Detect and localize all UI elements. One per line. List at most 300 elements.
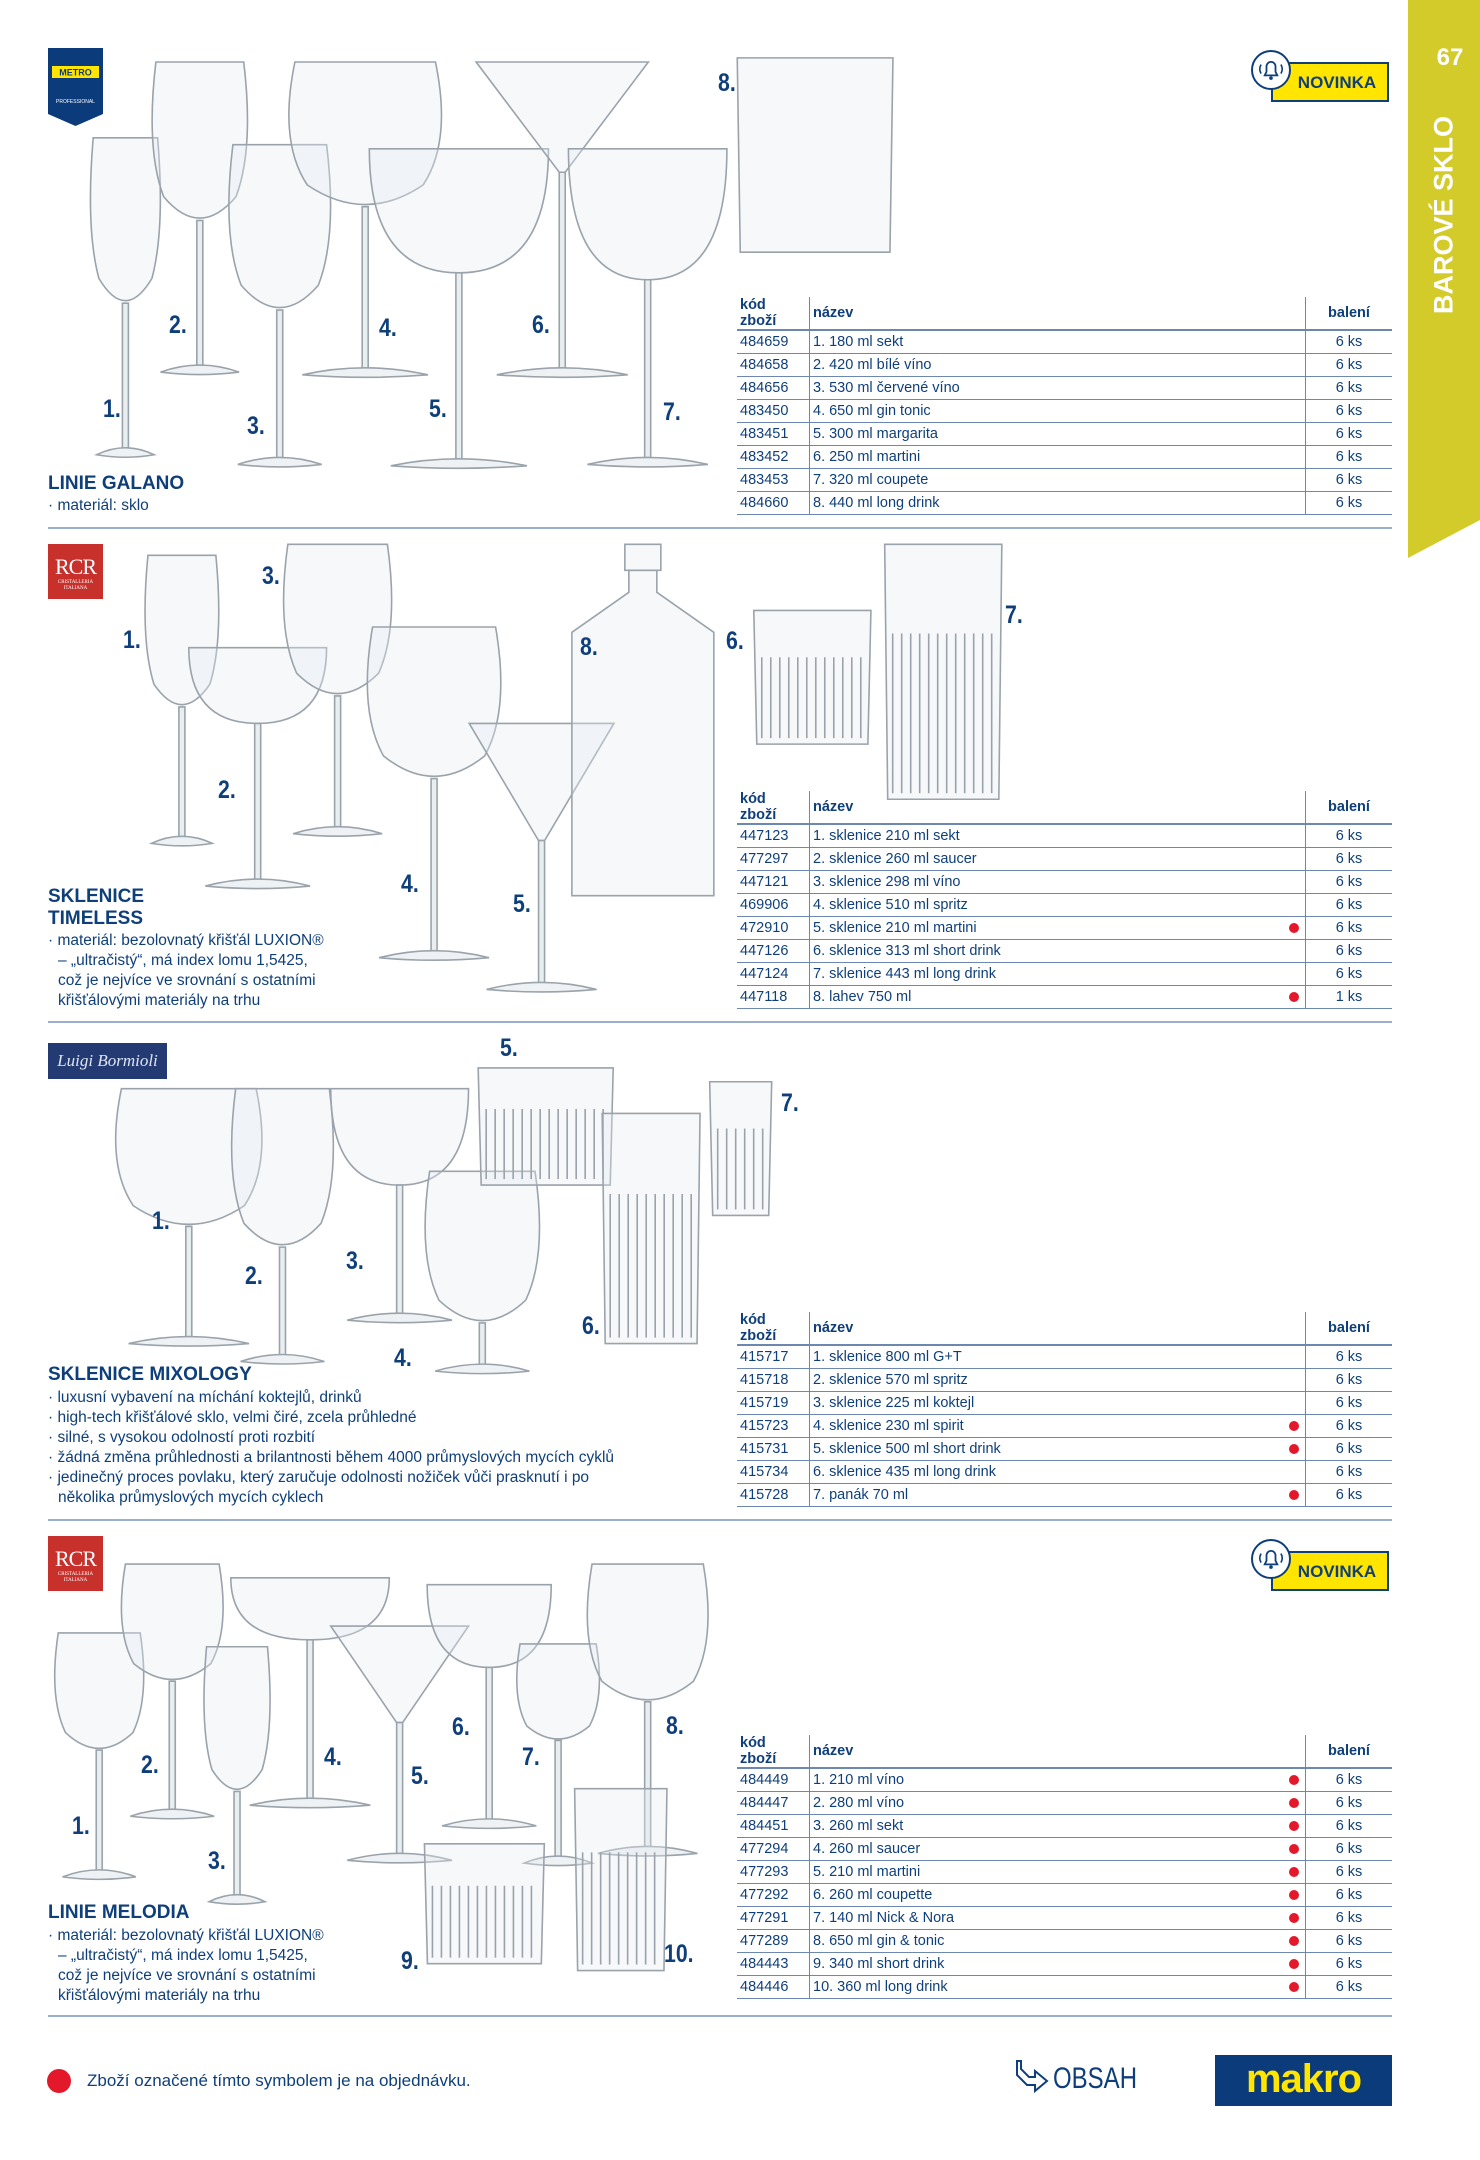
order-only-dot-icon bbox=[1289, 1821, 1299, 1831]
pack-size: 6 ks bbox=[1306, 963, 1393, 986]
glass-bowl bbox=[425, 1171, 539, 1320]
decanter-stopper bbox=[625, 544, 661, 570]
pack-size: 6 ks bbox=[1306, 1861, 1393, 1884]
glass-foot bbox=[63, 1870, 136, 1880]
product-name: 5. 300 ml margarita bbox=[810, 423, 1306, 446]
header-pack: balení bbox=[1306, 1735, 1393, 1768]
section-title-melodia: LINIE MELODIA bbox=[48, 1902, 190, 1923]
item-number-label: 1. bbox=[103, 395, 122, 424]
glass-foot bbox=[391, 459, 527, 469]
table-row bbox=[737, 354, 1392, 377]
product-code: 415723 bbox=[737, 1415, 810, 1438]
glass-stem bbox=[197, 220, 203, 366]
svg-text:METRO: METRO bbox=[59, 67, 92, 78]
table-row bbox=[737, 871, 1392, 894]
glass-stem bbox=[255, 723, 261, 880]
item-number-label: 5. bbox=[428, 395, 447, 424]
order-only-dot-icon bbox=[1289, 992, 1299, 1002]
header-pack: balení bbox=[1306, 791, 1393, 824]
product-name: 5. sklenice 210 ml martini bbox=[810, 917, 1306, 940]
new-badge bbox=[1251, 1539, 1392, 1596]
glass-bowl bbox=[568, 149, 726, 280]
product-code: 469906 bbox=[737, 894, 810, 917]
order-only-dot-icon bbox=[47, 2069, 71, 2093]
glass-stem bbox=[397, 1723, 403, 1855]
product-code: 447123 bbox=[737, 824, 810, 848]
glass-foot bbox=[241, 1354, 325, 1364]
table-row bbox=[737, 1838, 1392, 1861]
pack-size: 6 ks bbox=[1306, 1884, 1393, 1907]
table-row bbox=[737, 423, 1392, 446]
pack-size: 6 ks bbox=[1306, 1976, 1393, 1999]
product-code: 415719 bbox=[737, 1392, 810, 1415]
contents-link[interactable] bbox=[1013, 2057, 1158, 2101]
table-row bbox=[737, 1884, 1392, 1907]
glass-stem bbox=[559, 172, 565, 369]
description-line: · materiál: bezolovnatý křišťál LUXION® – „ultračistý“, má index lomu 1,5425, což je nejvíce ve srovnání s ostatními křišťálovými materiály na trhu bbox=[48, 932, 324, 1009]
pack-size: 6 ks bbox=[1306, 1415, 1393, 1438]
glass-stem bbox=[362, 207, 368, 369]
product-name: 2. sklenice 570 ml spritz bbox=[810, 1369, 1306, 1392]
product-name: 3. 530 ml červené víno bbox=[810, 377, 1306, 400]
table-row bbox=[737, 1930, 1392, 1953]
description-line: · materiál: bezolovnatý křišťál LUXION® – „ultračistý“, má index lomu 1,5425, což je nejvíce ve srovnání s ostatními křišťálovými materiály na trhu bbox=[48, 1927, 324, 2004]
item-number-label: 3. bbox=[261, 562, 280, 591]
pack-size: 6 ks bbox=[1306, 492, 1393, 515]
header-name: název bbox=[810, 791, 1306, 824]
glass-bowl bbox=[367, 627, 501, 776]
pack-size: 6 ks bbox=[1306, 1907, 1393, 1930]
table-row bbox=[737, 1976, 1392, 1999]
product-name: 3. 260 ml sekt bbox=[810, 1815, 1306, 1838]
pack-size: 6 ks bbox=[1306, 824, 1393, 848]
glass-foot bbox=[205, 879, 310, 889]
product-code: 483450 bbox=[737, 400, 810, 423]
order-only-dot-icon bbox=[1289, 1444, 1299, 1454]
product-name: 3. sklenice 298 ml víno bbox=[810, 871, 1306, 894]
glass-stem bbox=[96, 1750, 102, 1871]
glass-stem bbox=[234, 1791, 240, 1895]
glass-stem bbox=[279, 1247, 285, 1355]
product-table-galano bbox=[737, 297, 1392, 515]
product-code: 484659 bbox=[737, 330, 810, 354]
table-row bbox=[737, 1438, 1392, 1461]
item-number-label: 6. bbox=[581, 1311, 600, 1340]
glass-stem bbox=[456, 273, 462, 460]
item-number-label: 2. bbox=[140, 1751, 159, 1780]
product-name: 4. 650 ml gin tonic bbox=[810, 400, 1306, 423]
table-row bbox=[737, 963, 1392, 986]
product-name: 7. sklenice 443 ml long drink bbox=[810, 963, 1306, 986]
glass-stem bbox=[486, 1667, 492, 1819]
item-number-label: 6. bbox=[451, 1712, 470, 1741]
table-row bbox=[737, 1484, 1392, 1507]
section-divider bbox=[48, 1021, 1392, 1023]
item-number-label: 4. bbox=[394, 1343, 412, 1372]
pack-size: 6 ks bbox=[1306, 400, 1393, 423]
product-name: 1. sklenice 800 ml G+T bbox=[810, 1345, 1306, 1369]
table-row bbox=[737, 1907, 1392, 1930]
order-only-dot-icon bbox=[1289, 1775, 1299, 1785]
product-code: 483453 bbox=[737, 469, 810, 492]
product-code: 447121 bbox=[737, 871, 810, 894]
pack-size: 6 ks bbox=[1306, 1392, 1393, 1415]
pack-size: 6 ks bbox=[1306, 871, 1393, 894]
pack-size: 6 ks bbox=[1306, 1461, 1393, 1484]
pack-size: 6 ks bbox=[1306, 423, 1393, 446]
item-number-label: 5. bbox=[500, 1033, 518, 1062]
glass-bowl bbox=[587, 1564, 708, 1700]
order-only-dot-icon bbox=[1289, 1936, 1299, 1946]
pack-size: 6 ks bbox=[1306, 446, 1393, 469]
product-name: 8. lahev 750 ml bbox=[810, 986, 1306, 1009]
pack-size: 6 ks bbox=[1306, 1484, 1393, 1507]
header-pack: balení bbox=[1306, 1312, 1393, 1345]
bell-icon bbox=[1251, 1539, 1291, 1579]
header-pack: balení bbox=[1306, 297, 1393, 330]
section-divider bbox=[48, 2015, 1392, 2017]
glass-foot bbox=[129, 1337, 249, 1347]
glass-foot bbox=[435, 1364, 529, 1374]
product-name: 1. sklenice 210 ml sekt bbox=[810, 824, 1306, 848]
tumbler-glass bbox=[602, 1113, 700, 1343]
section-title-galano: LINIE GALANO bbox=[48, 473, 185, 494]
product-name: 4. sklenice 230 ml spirit bbox=[810, 1415, 1306, 1438]
item-number-label: 5. bbox=[410, 1762, 429, 1791]
item-number-label: 1. bbox=[122, 625, 141, 654]
bell-icon bbox=[1251, 50, 1291, 90]
pack-size: 6 ks bbox=[1306, 1768, 1393, 1792]
glass-stem bbox=[169, 1681, 175, 1810]
glass-foot bbox=[130, 1809, 214, 1819]
header-code: kód zboží bbox=[737, 1735, 810, 1768]
pack-size: 6 ks bbox=[1306, 377, 1393, 400]
description-line: · high-tech křišťálové sklo, velmi čiré, zcela průhledné bbox=[48, 1409, 417, 1426]
order-only-dot-icon bbox=[1289, 1890, 1299, 1900]
description-line: · luxusní vybavení na míchání koktejlů, drinků bbox=[48, 1389, 362, 1406]
header-name: název bbox=[810, 1735, 1306, 1768]
section-title-mixology: SKLENICE MIXOLOGY bbox=[48, 1364, 252, 1385]
product-code: 483452 bbox=[737, 446, 810, 469]
product-code: 415728 bbox=[737, 1484, 810, 1507]
table-header bbox=[737, 791, 1392, 824]
pack-size: 6 ks bbox=[1306, 1369, 1393, 1392]
description-line: · žádná změna průhlednosti a brilantnosti během 4000 průmyslových mycích cyklů bbox=[48, 1449, 615, 1466]
product-code: 484449 bbox=[737, 1768, 810, 1792]
table-row bbox=[737, 894, 1392, 917]
table-header bbox=[737, 1735, 1392, 1768]
glass-foot bbox=[442, 1819, 536, 1829]
description-line: · jedinečný proces povlaku, který zaručuje odolnosti nožiček vůči prasknutí i po několika průmyslových mycích cyklech bbox=[48, 1469, 590, 1506]
table-row bbox=[737, 469, 1392, 492]
glass-foot bbox=[379, 951, 489, 961]
product-name: 8. 650 ml gin & tonic bbox=[810, 1930, 1306, 1953]
table-row bbox=[737, 940, 1392, 963]
product-code: 415734 bbox=[737, 1461, 810, 1484]
new-badge-label: NOVINKA bbox=[1271, 62, 1389, 102]
return-arrow-icon bbox=[1013, 2059, 1049, 2099]
tumbler-glass bbox=[575, 1789, 667, 1971]
pack-size: 6 ks bbox=[1306, 330, 1393, 354]
product-name: 7. panák 70 ml bbox=[810, 1484, 1306, 1507]
makro-logo: makro bbox=[1215, 2055, 1392, 2106]
product-name: 1. 180 ml sekt bbox=[810, 330, 1306, 354]
glass-stem bbox=[179, 707, 185, 837]
glass-bowl bbox=[517, 1644, 600, 1739]
item-number-label: 8. bbox=[717, 68, 736, 97]
table-header bbox=[737, 297, 1392, 330]
item-number-label: 9. bbox=[401, 1947, 419, 1976]
item-number-label: 1. bbox=[71, 1812, 90, 1841]
metro-professional-logo bbox=[48, 48, 103, 126]
glass-foot bbox=[250, 1798, 370, 1808]
glass-bowl bbox=[232, 1089, 334, 1245]
product-code: 477293 bbox=[737, 1861, 810, 1884]
pack-size: 6 ks bbox=[1306, 1815, 1393, 1838]
product-code: 484451 bbox=[737, 1815, 810, 1838]
item-number-label: 4. bbox=[401, 869, 419, 898]
product-code: 415717 bbox=[737, 1345, 810, 1369]
product-name: 6. sklenice 435 ml long drink bbox=[810, 1461, 1306, 1484]
rcr-logo: RCR CRISTALLERIA ITALIANA bbox=[48, 1536, 103, 1591]
tumbler-glass bbox=[424, 1844, 544, 1964]
product-name: 2. sklenice 260 ml saucer bbox=[810, 848, 1306, 871]
item-number-label: 7. bbox=[781, 1088, 800, 1117]
item-number-label: 8. bbox=[665, 1711, 684, 1740]
glass-stem bbox=[186, 1226, 192, 1337]
glass-stem bbox=[555, 1740, 561, 1857]
order-only-dot-icon bbox=[1289, 1913, 1299, 1923]
item-number-label: 2. bbox=[217, 775, 236, 804]
glass-bowl bbox=[204, 1647, 270, 1790]
product-code: 447118 bbox=[737, 986, 810, 1009]
section-description bbox=[48, 1388, 668, 1508]
item-number-label: 6. bbox=[531, 311, 550, 340]
item-number-label: 2. bbox=[169, 311, 188, 340]
product-name: 1. 210 ml víno bbox=[810, 1768, 1306, 1792]
glass-stem bbox=[277, 310, 283, 458]
glass-stem bbox=[307, 1640, 313, 1799]
product-name: 6. 260 ml coupette bbox=[810, 1884, 1306, 1907]
item-number-label: 2. bbox=[245, 1262, 264, 1291]
item-number-label: 7. bbox=[1004, 600, 1023, 629]
table-row bbox=[737, 1792, 1392, 1815]
glass-foot bbox=[302, 368, 428, 378]
product-name: 9. 340 ml short drink bbox=[810, 1953, 1306, 1976]
contents-link-label: OBSAH bbox=[1053, 2062, 1138, 2095]
glass-foot bbox=[347, 1313, 452, 1323]
product-code: 484658 bbox=[737, 354, 810, 377]
header-code: kód zboží bbox=[737, 791, 810, 824]
glass-foot bbox=[293, 827, 382, 837]
pack-size: 6 ks bbox=[1306, 1792, 1393, 1815]
product-code: 477289 bbox=[737, 1930, 810, 1953]
pack-size: 6 ks bbox=[1306, 469, 1393, 492]
product-code: 447126 bbox=[737, 940, 810, 963]
item-number-label: 8. bbox=[580, 632, 598, 661]
table-row bbox=[737, 1345, 1392, 1369]
product-table-mixology bbox=[737, 1312, 1392, 1507]
pack-size: 1 ks bbox=[1306, 986, 1393, 1009]
order-only-dot-icon bbox=[1289, 923, 1299, 933]
order-only-dot-icon bbox=[1289, 1959, 1299, 1969]
page-number: 67 bbox=[1436, 44, 1464, 71]
product-name: 5. sklenice 500 ml short drink bbox=[810, 1438, 1306, 1461]
pack-size: 6 ks bbox=[1306, 894, 1393, 917]
section-description bbox=[48, 931, 333, 1011]
product-code: 484660 bbox=[737, 492, 810, 515]
glass-stem bbox=[335, 696, 341, 828]
item-number-label: 10. bbox=[664, 1940, 694, 1969]
product-name: 7. 320 ml coupete bbox=[810, 469, 1306, 492]
product-name: 4. 260 ml saucer bbox=[810, 1838, 1306, 1861]
pack-size: 6 ks bbox=[1306, 354, 1393, 377]
product-code: 415731 bbox=[737, 1438, 810, 1461]
item-number-label: 5. bbox=[512, 890, 531, 919]
decanter-body bbox=[572, 570, 714, 895]
pack-size: 6 ks bbox=[1306, 917, 1393, 940]
product-name: 3. sklenice 225 ml koktejl bbox=[810, 1392, 1306, 1415]
section-side-title: BAROVÉ SKLO bbox=[1428, 115, 1459, 315]
header-name: název bbox=[810, 297, 1306, 330]
product-code: 415718 bbox=[737, 1369, 810, 1392]
header-code: kód zboží bbox=[737, 1312, 810, 1345]
tumbler-glass bbox=[478, 1068, 613, 1185]
glass-stem bbox=[431, 779, 437, 952]
glass-foot bbox=[152, 836, 213, 846]
rcr-logo: RCR CRISTALLERIA ITALIANA bbox=[48, 544, 103, 599]
glass-stem bbox=[539, 841, 545, 984]
item-number-label: 6. bbox=[726, 627, 744, 655]
product-code: 484656 bbox=[737, 377, 810, 400]
pack-size: 6 ks bbox=[1306, 1838, 1393, 1861]
order-only-dot-icon bbox=[1289, 1982, 1299, 1992]
table-row bbox=[737, 848, 1392, 871]
new-badge bbox=[1251, 50, 1392, 107]
product-name: 6. sklenice 313 ml short drink bbox=[810, 940, 1306, 963]
product-code: 483451 bbox=[737, 423, 810, 446]
section-description bbox=[48, 496, 348, 516]
product-code: 447124 bbox=[737, 963, 810, 986]
table-row bbox=[737, 1461, 1392, 1484]
tumbler-glass bbox=[737, 58, 893, 252]
glass-foot bbox=[238, 457, 322, 467]
section-description bbox=[48, 1926, 333, 2006]
product-name: 8. 440 ml long drink bbox=[810, 492, 1306, 515]
svg-text:PROFESSIONAL: PROFESSIONAL bbox=[56, 99, 95, 105]
product-code: 477292 bbox=[737, 1884, 810, 1907]
product-name: 2. 420 ml bílé víno bbox=[810, 354, 1306, 377]
table-row bbox=[737, 400, 1392, 423]
table-row bbox=[737, 917, 1392, 940]
product-name: 5. 210 ml martini bbox=[810, 1861, 1306, 1884]
description-line: · silné, s vysokou odolností proti rozbití bbox=[48, 1429, 316, 1446]
product-code: 484446 bbox=[737, 1976, 810, 1999]
product-name: 7. 140 ml Nick & Nora bbox=[810, 1907, 1306, 1930]
glass-bowl bbox=[369, 149, 548, 273]
section-title-timeless: SKLENICE TIMELESS bbox=[48, 886, 145, 929]
header-name: název bbox=[810, 1312, 1306, 1345]
pack-size: 6 ks bbox=[1306, 1345, 1393, 1369]
product-code: 477291 bbox=[737, 1907, 810, 1930]
product-table-melodia bbox=[737, 1735, 1392, 1999]
item-number-label: 3. bbox=[246, 412, 265, 441]
section-divider bbox=[48, 527, 1392, 529]
table-row bbox=[737, 1392, 1392, 1415]
new-badge-label: NOVINKA bbox=[1271, 1551, 1389, 1591]
pack-size: 6 ks bbox=[1306, 1953, 1393, 1976]
pack-size: 6 ks bbox=[1306, 1930, 1393, 1953]
product-name: 10. 360 ml long drink bbox=[810, 1976, 1306, 1999]
pack-size: 6 ks bbox=[1306, 848, 1393, 871]
luigi-bormioli-logo: Luigi Bormioli bbox=[48, 1043, 167, 1079]
glass-stem bbox=[122, 303, 128, 449]
item-number-label: 1. bbox=[151, 1207, 170, 1236]
section-divider bbox=[48, 1519, 1392, 1521]
product-name: 4. sklenice 510 ml spritz bbox=[810, 894, 1306, 917]
item-number-label: 7. bbox=[522, 1743, 540, 1772]
product-table-timeless bbox=[737, 791, 1392, 1009]
product-code: 484447 bbox=[737, 1792, 810, 1815]
table-row bbox=[737, 1768, 1392, 1792]
item-number-label: 3. bbox=[208, 1846, 226, 1875]
table-row bbox=[737, 1369, 1392, 1392]
glass-stem bbox=[397, 1185, 403, 1314]
glass-stem bbox=[645, 280, 651, 459]
table-row bbox=[737, 330, 1392, 354]
order-only-dot-icon bbox=[1289, 1844, 1299, 1854]
glass-foot bbox=[209, 1895, 265, 1905]
product-code: 484443 bbox=[737, 1953, 810, 1976]
product-name: 6. 250 ml martini bbox=[810, 446, 1306, 469]
table-row bbox=[737, 986, 1392, 1009]
item-number-label: 4. bbox=[378, 314, 397, 343]
order-only-dot-icon bbox=[1289, 1867, 1299, 1877]
order-only-dot-icon bbox=[1289, 1490, 1299, 1500]
product-code: 472910 bbox=[737, 917, 810, 940]
table-row bbox=[737, 492, 1392, 515]
item-number-label: 4. bbox=[323, 1743, 342, 1772]
product-code: 477297 bbox=[737, 848, 810, 871]
table-row bbox=[737, 1861, 1392, 1884]
product-name: 2. 280 ml víno bbox=[810, 1792, 1306, 1815]
table-row bbox=[737, 1953, 1392, 1976]
order-only-dot-icon bbox=[1289, 1798, 1299, 1808]
glass-bowl bbox=[90, 138, 160, 301]
table-row bbox=[737, 377, 1392, 400]
header-code: kód zboží bbox=[737, 297, 810, 330]
product-code: 477294 bbox=[737, 1838, 810, 1861]
glass-foot bbox=[161, 365, 240, 375]
table-row bbox=[737, 1815, 1392, 1838]
table-header bbox=[737, 1312, 1392, 1345]
pack-size: 6 ks bbox=[1306, 940, 1393, 963]
order-only-dot-icon bbox=[1289, 1421, 1299, 1431]
order-only-legend: Zboží označené tímto symbolem je na objednávku. bbox=[87, 2071, 471, 2090]
glass-foot bbox=[587, 457, 707, 467]
table-row bbox=[737, 1415, 1392, 1438]
glass-foot bbox=[487, 982, 597, 992]
item-number-label: 3. bbox=[345, 1247, 364, 1276]
table-row bbox=[737, 824, 1392, 848]
glass-stem bbox=[479, 1323, 485, 1365]
description-line: · materiál: sklo bbox=[48, 497, 149, 514]
glass-foot bbox=[497, 368, 628, 378]
glass-foot bbox=[97, 448, 155, 458]
table-row bbox=[737, 446, 1392, 469]
item-number-label: 7. bbox=[662, 398, 681, 427]
pack-size: 6 ks bbox=[1306, 1438, 1393, 1461]
